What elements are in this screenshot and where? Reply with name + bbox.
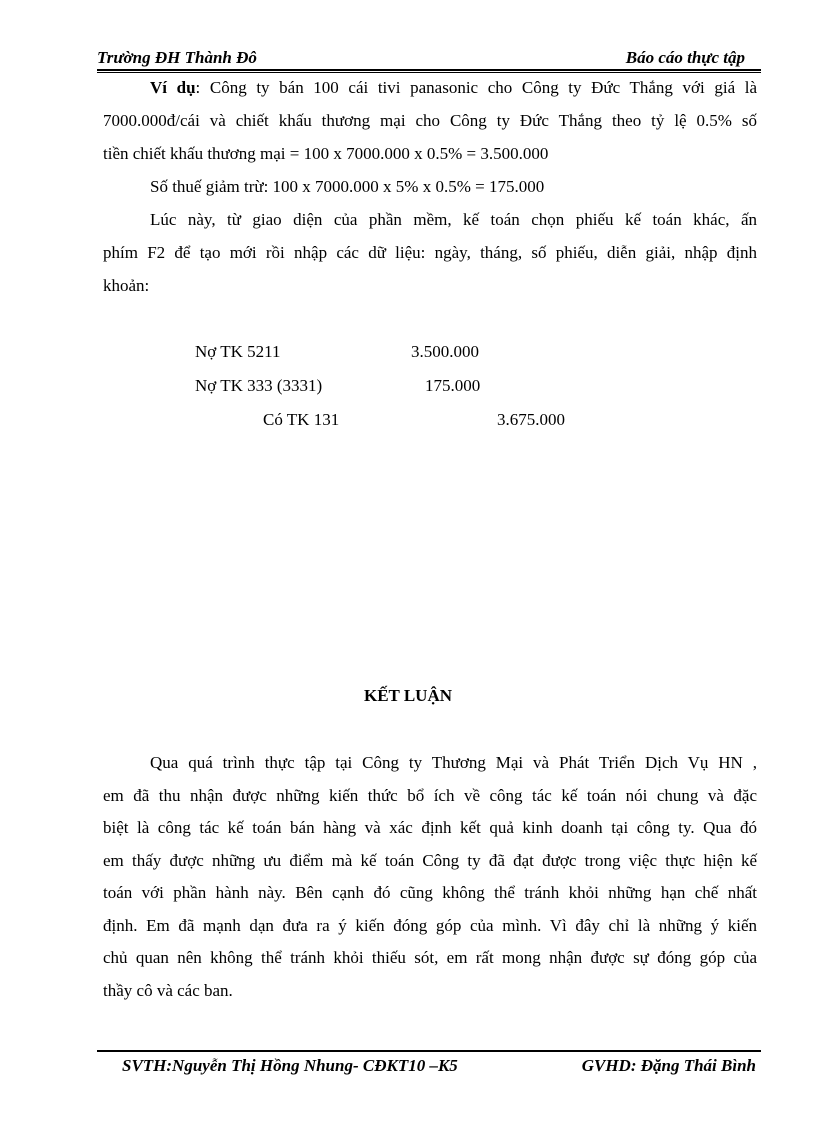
student-info: SVTH:Nguyễn Thị Hồng Nhung- CĐKT10 –K5 <box>122 1056 458 1075</box>
example-line-1 <box>103 71 757 104</box>
journal-amount-2: 175.000 <box>425 376 481 395</box>
journal-account-3: Có TK 131 <box>263 410 340 429</box>
conclusion-line-3: biệt là công tác kế toán bán hàng và xác định kết quả kinh doanh tại công ty. Qua đó <box>103 818 757 837</box>
tax-line: Số thuế giảm trừ: 100 x 7000.000 x 5% x 0.5% = 175.000 <box>150 177 545 196</box>
procedure-line-3: khoản: <box>103 276 150 295</box>
procedure-line-1: Lúc này, từ giao diện của phần mềm, kế toán chọn phiếu kế toán khác, ấn <box>150 210 757 229</box>
page-header <box>97 48 761 70</box>
advisor-info: GVHD: Đặng Thái Bình <box>581 1056 756 1075</box>
journal-amount-1: 3.500.000 <box>411 342 479 361</box>
example-label: Ví dụ <box>150 78 196 97</box>
conclusion-line-4: em thấy được những ưu điểm mà kế toán Công ty đã đạt được trong việc thực hiện kế <box>103 850 757 870</box>
example-line-2: 7000.000đ/cái và chiết khấu thương mại cho Công ty Đức Thắng theo tỷ lệ 0.5% số <box>103 111 757 130</box>
conclusion-line-6: định. Em đã mạnh dạn đưa ra ý kiến đóng góp của mình. Vì đây chỉ là những ý kiến <box>103 915 757 935</box>
example-line-1-text: : Công ty bán 100 cái tivi panasonic cho Công ty Đức Thắng với giá là <box>195 78 757 97</box>
conclusion-line-1: Qua quá trình thực tập tại Công ty Thương Mại và Phát Triển Dịch Vụ HN , <box>150 753 757 772</box>
conclusion-paragraph <box>103 747 757 1007</box>
example-paragraph <box>103 71 757 302</box>
page-footer <box>122 1056 756 1078</box>
journal-account-2: Nợ TK 333 (3331) <box>195 376 323 395</box>
procedure-line-2: phím F2 để tạo mới rồi nhập các dữ liệu: ngày, tháng, số phiếu, diễn giải, nhập định <box>103 243 757 262</box>
footer-rule <box>97 1050 761 1052</box>
conclusion-line-8: thầy cô và các ban. <box>103 980 233 1000</box>
journal-amount-3: 3.675.000 <box>497 410 565 429</box>
conclusion-line-7: chủ quan nên không thể tránh khỏi thiếu sót, em rất mong nhận được sự đóng góp của <box>103 948 757 967</box>
example-line-3: tiền chiết khấu thương mại = 100 x 7000.000 x 0.5% = 3.500.000 <box>103 144 549 163</box>
report-title: Báo cáo thực tập <box>625 48 745 67</box>
school-name: Trường ĐH Thành Đô <box>97 48 257 67</box>
conclusion-line-5: toán với phần hành này. Bên cạnh đó cũng không thể tránh khỏi những hạn chế nhất <box>103 883 757 902</box>
conclusion-line-2: em đã thu nhận được những kiến thức bổ ích về công tác kế toán nói chung và đặc <box>103 785 757 805</box>
conclusion-title: KẾT LUẬN <box>363 686 452 705</box>
journal-account-1: Nợ TK 5211 <box>195 342 281 361</box>
